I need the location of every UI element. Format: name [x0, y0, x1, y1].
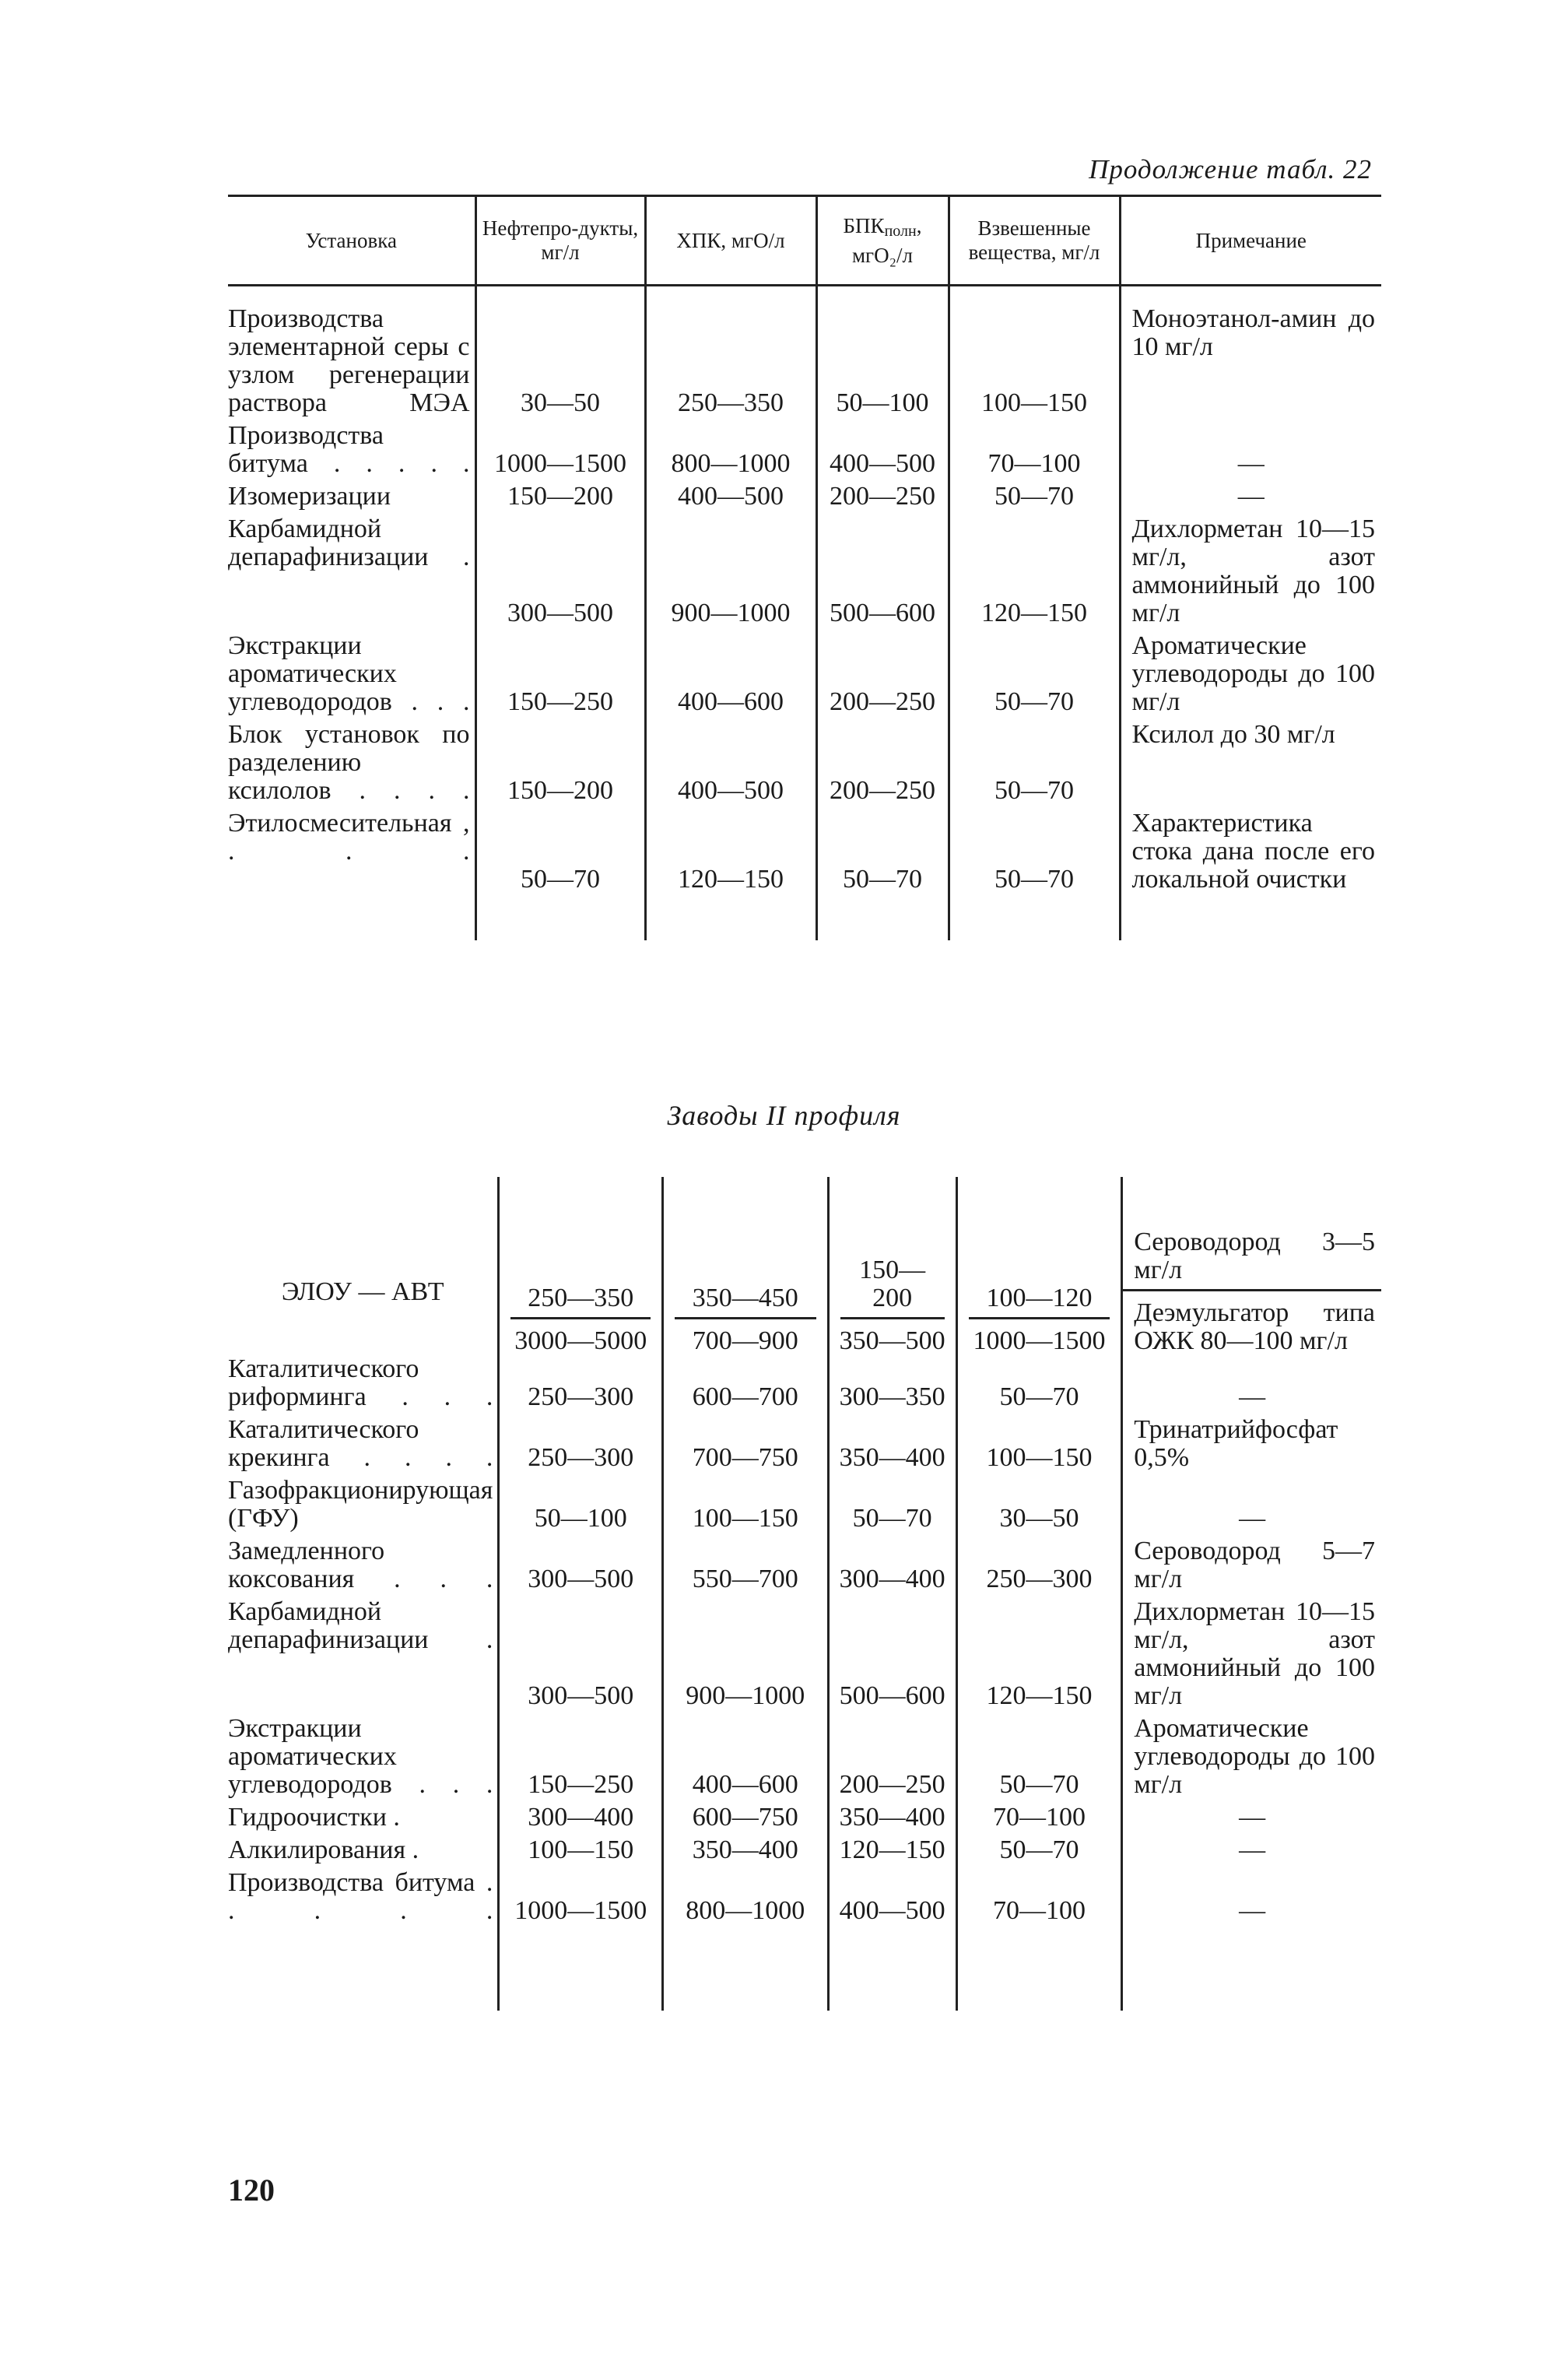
- value-oil: 300—500: [499, 1593, 663, 1710]
- value-oil: 300—500: [499, 1533, 663, 1593]
- table-row: [228, 1593, 1381, 1710]
- section-title: Заводы II профиля: [667, 1100, 901, 1131]
- note-cell: Дихлорметан 10—15 мг/л, азот аммонийный до 100 мг/л: [1120, 511, 1381, 627]
- value-oil: 300—400: [499, 1799, 663, 1832]
- value-cod: 400—600: [663, 1710, 828, 1799]
- table-row: [228, 1411, 1381, 1472]
- unit-name: Каталитического риформинга . . .: [228, 1354, 493, 1411]
- section-2-body: [228, 1355, 1381, 1925]
- note-cell: —: [1120, 417, 1381, 478]
- value-bod: 200—250: [828, 1710, 956, 1799]
- value-cod: 800—1000: [663, 1864, 828, 1925]
- table-row: [228, 1710, 1381, 1799]
- value-bottom: 350—500: [839, 1326, 945, 1355]
- value-bod: 400—500: [828, 1864, 956, 1925]
- unit-name: Изомеризации: [228, 482, 391, 511]
- value-bod: 50—100: [816, 305, 949, 417]
- value-bod: 500—600: [816, 511, 949, 627]
- note-cell: Дихлорметан 10—15 мг/л, азот аммонийный до 100 мг/л: [1122, 1593, 1381, 1710]
- value-bod: 200—250: [816, 478, 949, 511]
- value-cod: 400—500: [645, 478, 816, 511]
- value-oil: 250—300: [499, 1411, 663, 1472]
- note-cell: Характеристика стока дана после его локальной очистки: [1120, 805, 1381, 894]
- value-oil: [499, 1228, 663, 1355]
- table-row: [228, 716, 1381, 805]
- value-ss: 50—70: [956, 1832, 1121, 1864]
- unit-name: Производства элементарной серы с узлом регенерации раствора МЭА: [228, 304, 470, 417]
- value-cod: 350—400: [663, 1832, 828, 1864]
- table-row: [228, 1533, 1381, 1593]
- value-bottom: 3000—5000: [514, 1326, 647, 1355]
- note-cell: —: [1122, 1472, 1381, 1533]
- bod-unit: , мгО₂/л: [851, 213, 922, 267]
- value-top: 350—450: [675, 1284, 816, 1319]
- unit-name: Гидроочистки .: [228, 1803, 400, 1832]
- note-cell: —: [1122, 1355, 1381, 1411]
- unit-name: Алкилирования .: [228, 1835, 419, 1864]
- unit-name: Замедленного коксования . . .: [228, 1537, 493, 1593]
- value-bod: 400—500: [816, 417, 949, 478]
- table-row: [228, 1472, 1381, 1533]
- value-top: 250—350: [510, 1284, 651, 1319]
- value-oil: 100—150: [499, 1832, 663, 1864]
- header-bod: [816, 196, 949, 286]
- value-oil: 30—50: [475, 305, 645, 417]
- value-ss: 70—100: [956, 1864, 1121, 1925]
- value-ss: 120—150: [949, 511, 1120, 627]
- value-cod: 100—150: [663, 1472, 828, 1533]
- value-oil: 150—250: [475, 627, 645, 716]
- value-cod: 900—1000: [663, 1593, 828, 1710]
- value-bottom: 1000—1500: [973, 1326, 1106, 1355]
- value-oil: 50—100: [499, 1472, 663, 1533]
- unit-name: Блок установок по разделению ксилолов . . . .: [228, 720, 470, 805]
- note-top: Сероводород 3—5 мг/л: [1123, 1228, 1381, 1291]
- value-bod: 350—400: [828, 1411, 956, 1472]
- value-cod: 400—600: [645, 627, 816, 716]
- value-cod: 120—150: [645, 805, 816, 894]
- value-ss: 50—70: [956, 1710, 1121, 1799]
- value-oil: 1000—1500: [499, 1864, 663, 1925]
- unit-name: Экстракции ароматических углеводородов . . .: [228, 631, 470, 716]
- value-ss: 50—70: [949, 716, 1120, 805]
- table-row: [228, 305, 1381, 417]
- table-row-elou: [228, 1228, 1381, 1355]
- note-bottom: Деэмульгатор типа ОЖК 80—100 мг/л: [1134, 1298, 1375, 1355]
- note-cell: Моноэтанол-амин до 10 мг/л: [1120, 305, 1381, 417]
- value-top: 150—200: [840, 1256, 945, 1319]
- note-cell: Ароматические углеводороды до 100 мг/л: [1122, 1710, 1381, 1799]
- note-cell: Ксилол до 30 мг/л: [1120, 716, 1381, 805]
- value-bod: 50—70: [828, 1472, 956, 1533]
- value-cod: 400—500: [645, 716, 816, 805]
- value-ss: 120—150: [956, 1593, 1121, 1710]
- value-ss: 50—70: [956, 1355, 1121, 1411]
- header-unit: Установка: [228, 196, 475, 286]
- note-cell: Сероводород 5—7 мг/л: [1122, 1533, 1381, 1593]
- table-part-1: [228, 195, 1381, 940]
- value-ss: 30—50: [956, 1472, 1121, 1533]
- table-row: [228, 627, 1381, 716]
- value-oil: 150—200: [475, 478, 645, 511]
- table-row: [228, 417, 1381, 478]
- value-oil: 250—300: [499, 1355, 663, 1411]
- note-cell: [1122, 1228, 1381, 1355]
- table-row: [228, 1832, 1381, 1864]
- value-ss: 70—100: [949, 417, 1120, 478]
- value-bottom: 700—900: [692, 1326, 798, 1355]
- value-cod: 900—1000: [645, 511, 816, 627]
- unit-name: Этилосмесительная , . . .: [228, 809, 470, 866]
- value-oil: 50—70: [475, 805, 645, 894]
- bod-label: БПК: [843, 213, 885, 237]
- note-cell: Тринатрийфосфат 0,5%: [1122, 1411, 1381, 1472]
- value-bod: 300—350: [828, 1355, 956, 1411]
- value-cod: [663, 1228, 828, 1355]
- value-oil: 150—250: [499, 1710, 663, 1799]
- value-bod: 200—250: [816, 627, 949, 716]
- unit-name: Газофракционирующая (ГФУ): [228, 1476, 493, 1533]
- value-ss: [956, 1228, 1121, 1355]
- table-part-2: [228, 1177, 1381, 2011]
- value-bod: 50—70: [816, 805, 949, 894]
- value-bod: 300—400: [828, 1533, 956, 1593]
- value-ss: 100—150: [956, 1411, 1121, 1472]
- unit-name: Производства битума . . . . .: [228, 421, 470, 478]
- note-cell: —: [1120, 478, 1381, 511]
- bod-subscript: полн: [884, 222, 917, 240]
- value-oil: 150—200: [475, 716, 645, 805]
- value-ss: 100—150: [949, 305, 1120, 417]
- value-ss: 50—70: [949, 478, 1120, 511]
- value-ss: 50—70: [949, 805, 1120, 894]
- unit-name: Каталитического крекинга . . . .: [228, 1415, 493, 1472]
- value-ss: 70—100: [956, 1799, 1121, 1832]
- page-number: 120: [228, 2173, 275, 2208]
- value-cod: 250—350: [645, 305, 816, 417]
- value-bod: [828, 1228, 956, 1355]
- value-bod: 120—150: [828, 1832, 956, 1864]
- table-row: [228, 478, 1381, 511]
- value-bod: 500—600: [828, 1593, 956, 1710]
- unit-name: Карбамидной депарафинизации .: [228, 515, 470, 571]
- note-cell: Ароматические углеводороды до 100 мг/л: [1120, 627, 1381, 716]
- table-row: [228, 511, 1381, 627]
- table-row: [228, 805, 1381, 894]
- note-cell: —: [1122, 1864, 1381, 1925]
- value-cod: 600—700: [663, 1355, 828, 1411]
- section-1-body: [228, 305, 1381, 894]
- value-bod: 200—250: [816, 716, 949, 805]
- header-cod: ХПК, мгО/л: [645, 196, 816, 286]
- unit-name: Производства битума . . . . .: [228, 1868, 493, 1925]
- value-bod: 350—400: [828, 1799, 956, 1832]
- note-cell: —: [1122, 1799, 1381, 1832]
- header-note: Примечание: [1120, 196, 1381, 286]
- header-suspended-solids: Взвешенные вещества, мг/л: [949, 196, 1120, 286]
- unit-name: Экстракции ароматических углеводородов . . .: [228, 1714, 493, 1799]
- unit-name: ЭЛОУ — АВТ: [281, 1277, 444, 1306]
- value-cod: 800—1000: [645, 417, 816, 478]
- value-oil: 1000—1500: [475, 417, 645, 478]
- table-row: [228, 1355, 1381, 1411]
- value-cod: 700—750: [663, 1411, 828, 1472]
- table-header: [228, 196, 1381, 286]
- table-row: [228, 1799, 1381, 1832]
- table-row: [228, 1864, 1381, 1925]
- header-oil-products: Нефтепро-дукты, мг/л: [475, 196, 645, 286]
- value-ss: 50—70: [949, 627, 1120, 716]
- continuation-caption: Продолжение табл. 22: [1089, 154, 1372, 184]
- unit-name: Карбамидной депарафинизации .: [228, 1597, 493, 1654]
- value-oil: 300—500: [475, 511, 645, 627]
- value-cod: 550—700: [663, 1533, 828, 1593]
- note-cell: —: [1122, 1832, 1381, 1864]
- value-ss: 250—300: [956, 1533, 1121, 1593]
- value-top: 100—120: [969, 1284, 1110, 1319]
- value-cod: 600—750: [663, 1799, 828, 1832]
